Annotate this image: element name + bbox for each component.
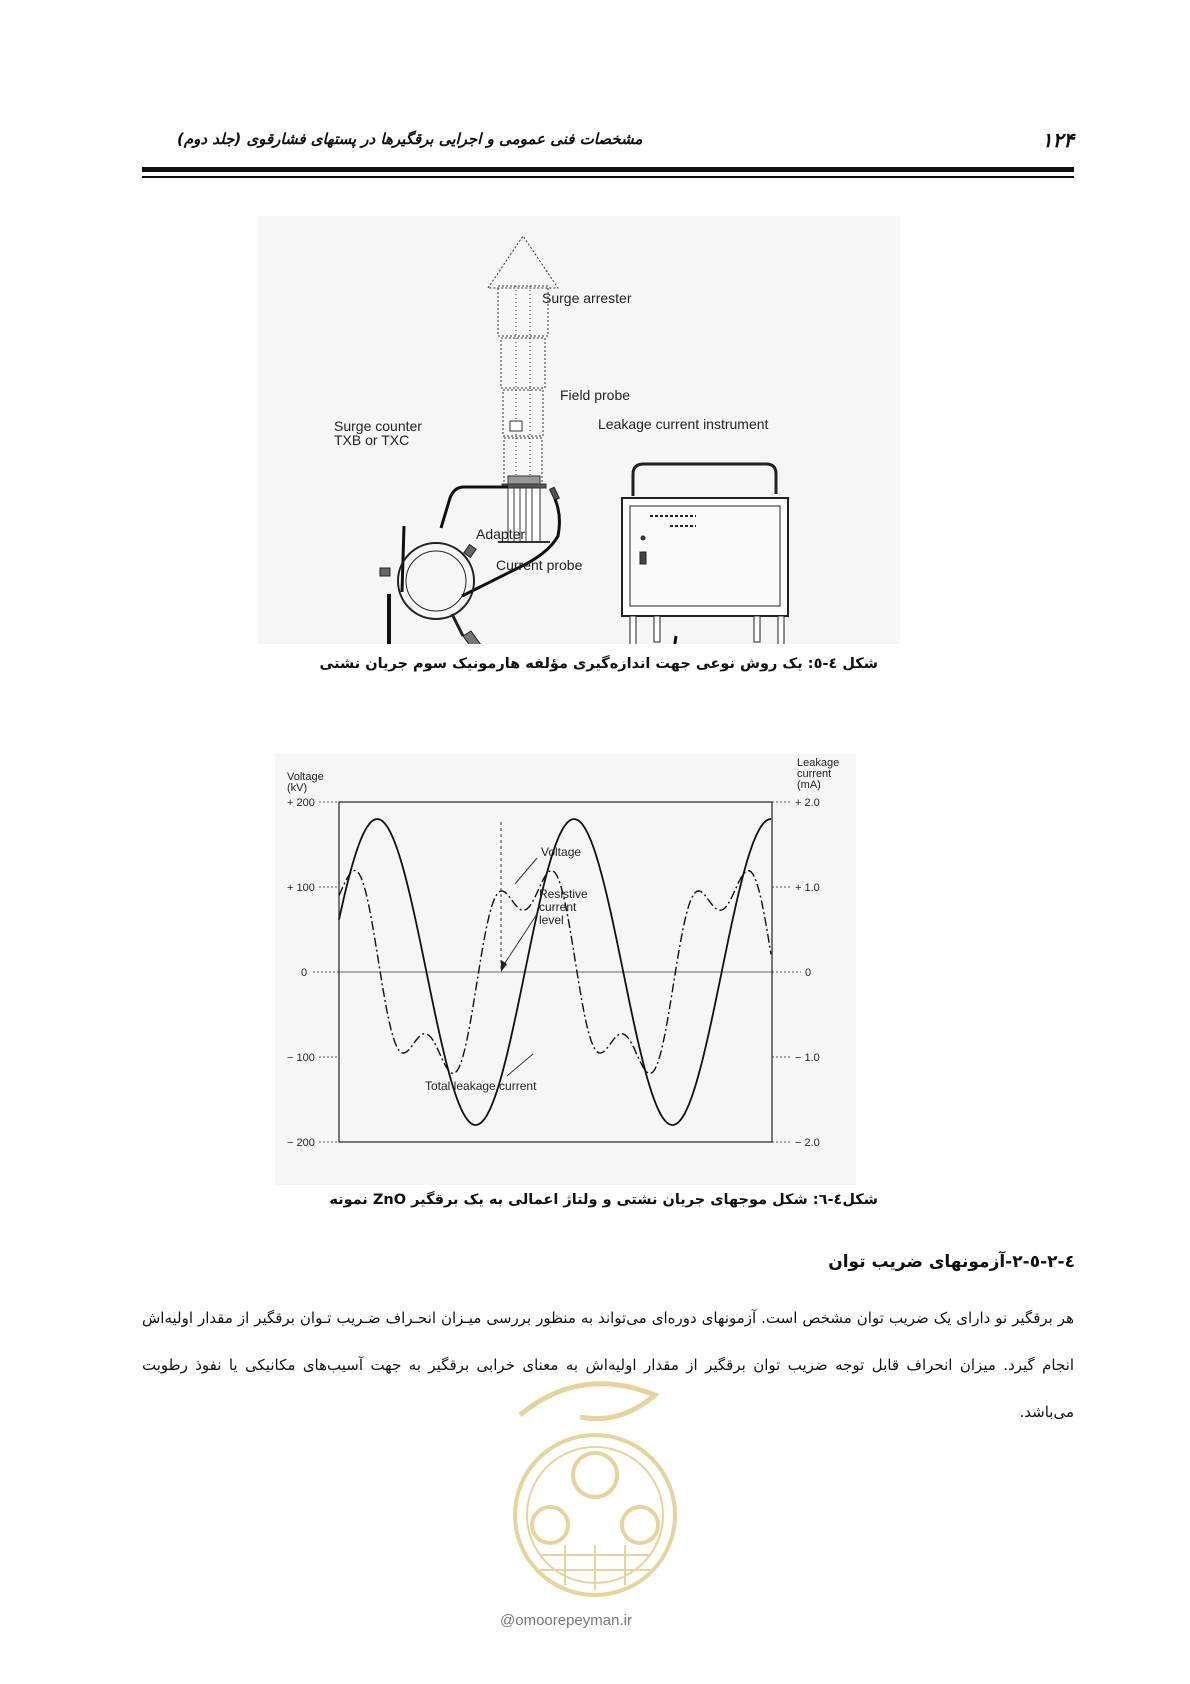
right-tick-0: 0 bbox=[805, 967, 812, 979]
right-axis-label-1: Leakage bbox=[797, 757, 840, 769]
figure1-caption: شکل ٤-٥: یک روش نوعی جهت اندازه‌گیری مؤلفه هارمونیک سوم جریان نشتی bbox=[319, 656, 878, 672]
label-current-probe: Current probe bbox=[496, 557, 583, 573]
total-leader bbox=[507, 1054, 533, 1076]
annotation-resistive-3: level bbox=[539, 913, 564, 927]
running-title: مشخصات فنی عمومی و اجرایی برقگیرها در پستهای فشارقوی (جلد دوم) bbox=[177, 130, 643, 148]
page-header bbox=[142, 126, 1074, 166]
label-surge-arrester: Surge arrester bbox=[542, 290, 632, 306]
left-tick-200: + 200 bbox=[287, 797, 315, 809]
measurement-setup-diagram bbox=[258, 216, 900, 644]
figure-measurement-setup bbox=[258, 216, 900, 644]
voltage-leader bbox=[515, 858, 537, 884]
label-surge-counter-2: TXB or TXC bbox=[334, 432, 410, 448]
left-tick-0: 0 bbox=[301, 967, 308, 979]
left-axis-label-1: Voltage bbox=[287, 771, 324, 783]
right-tick-1: + 1.0 bbox=[795, 882, 820, 894]
watermark-text: @omoorepeyman.ir bbox=[500, 1612, 632, 1629]
left-tick-100: + 100 bbox=[287, 882, 315, 894]
figure2-caption: شکل٤-٦: شکل موجهای جریان نشتی و ولتاژ اعمالی به یک برقگیر ZnO نمونه bbox=[329, 1192, 878, 1208]
label-field-probe: Field probe bbox=[560, 387, 631, 403]
page-number: ۱۲۴ bbox=[1041, 128, 1074, 152]
label-leakage-instrument: Leakage current instrument bbox=[598, 416, 769, 432]
label-surge-counter-1: Surge counter bbox=[334, 418, 422, 434]
left-tick-minus100: − 100 bbox=[287, 1052, 315, 1064]
surge-counter-drawing bbox=[380, 543, 500, 644]
annotation-resistive-2: current bbox=[539, 900, 577, 914]
right-tick-minus2: − 2.0 bbox=[795, 1137, 820, 1149]
right-axis-label-3: (mA) bbox=[797, 779, 821, 791]
header-rule-thin bbox=[142, 176, 1074, 178]
left-tick-minus200: − 200 bbox=[287, 1137, 315, 1149]
section-heading: ٤-٢-٥-٢-آزمونهای ضریب توان bbox=[828, 1252, 1075, 1272]
figure-waveforms bbox=[275, 754, 856, 1185]
annotation-voltage: Voltage bbox=[541, 845, 582, 859]
right-tick-minus1: − 1.0 bbox=[795, 1052, 820, 1064]
body-paragraph: هر برقگیر نو دارای یک ضریب توان مشخص است. آزمونهای دوره‌ای می‌تواند به منظور بررسی میـزان انحـراف ضـریب تـوان برقگیر از مقدار اولیه‌اش انجام گیرد. میزان انحراف قابل توجه ضریب توان برقگیر از مقدار اولیه‌اش به معنای خرابی برقگیر به جهت آسیب‌های مکانیکی یا نفوذ رطوبت می‌باشد. bbox=[142, 1309, 1074, 1421]
annotation-total-leakage: Total leakage current bbox=[425, 1079, 537, 1093]
waveform-chart bbox=[275, 754, 856, 1185]
watermark-logo bbox=[480, 1355, 710, 1605]
leakage-instrument-drawing bbox=[622, 464, 788, 644]
surge-arrester-drawing bbox=[488, 236, 558, 542]
field-probe-drawing bbox=[550, 487, 560, 500]
right-axis-label-2: current bbox=[797, 768, 832, 780]
right-tick-2: + 2.0 bbox=[795, 797, 820, 809]
header-rule-thick bbox=[142, 167, 1074, 172]
annotation-resistive-1: Resistive bbox=[539, 887, 588, 901]
label-adapter: Adapter bbox=[476, 526, 526, 542]
left-axis-label-2: (kV) bbox=[287, 782, 308, 794]
